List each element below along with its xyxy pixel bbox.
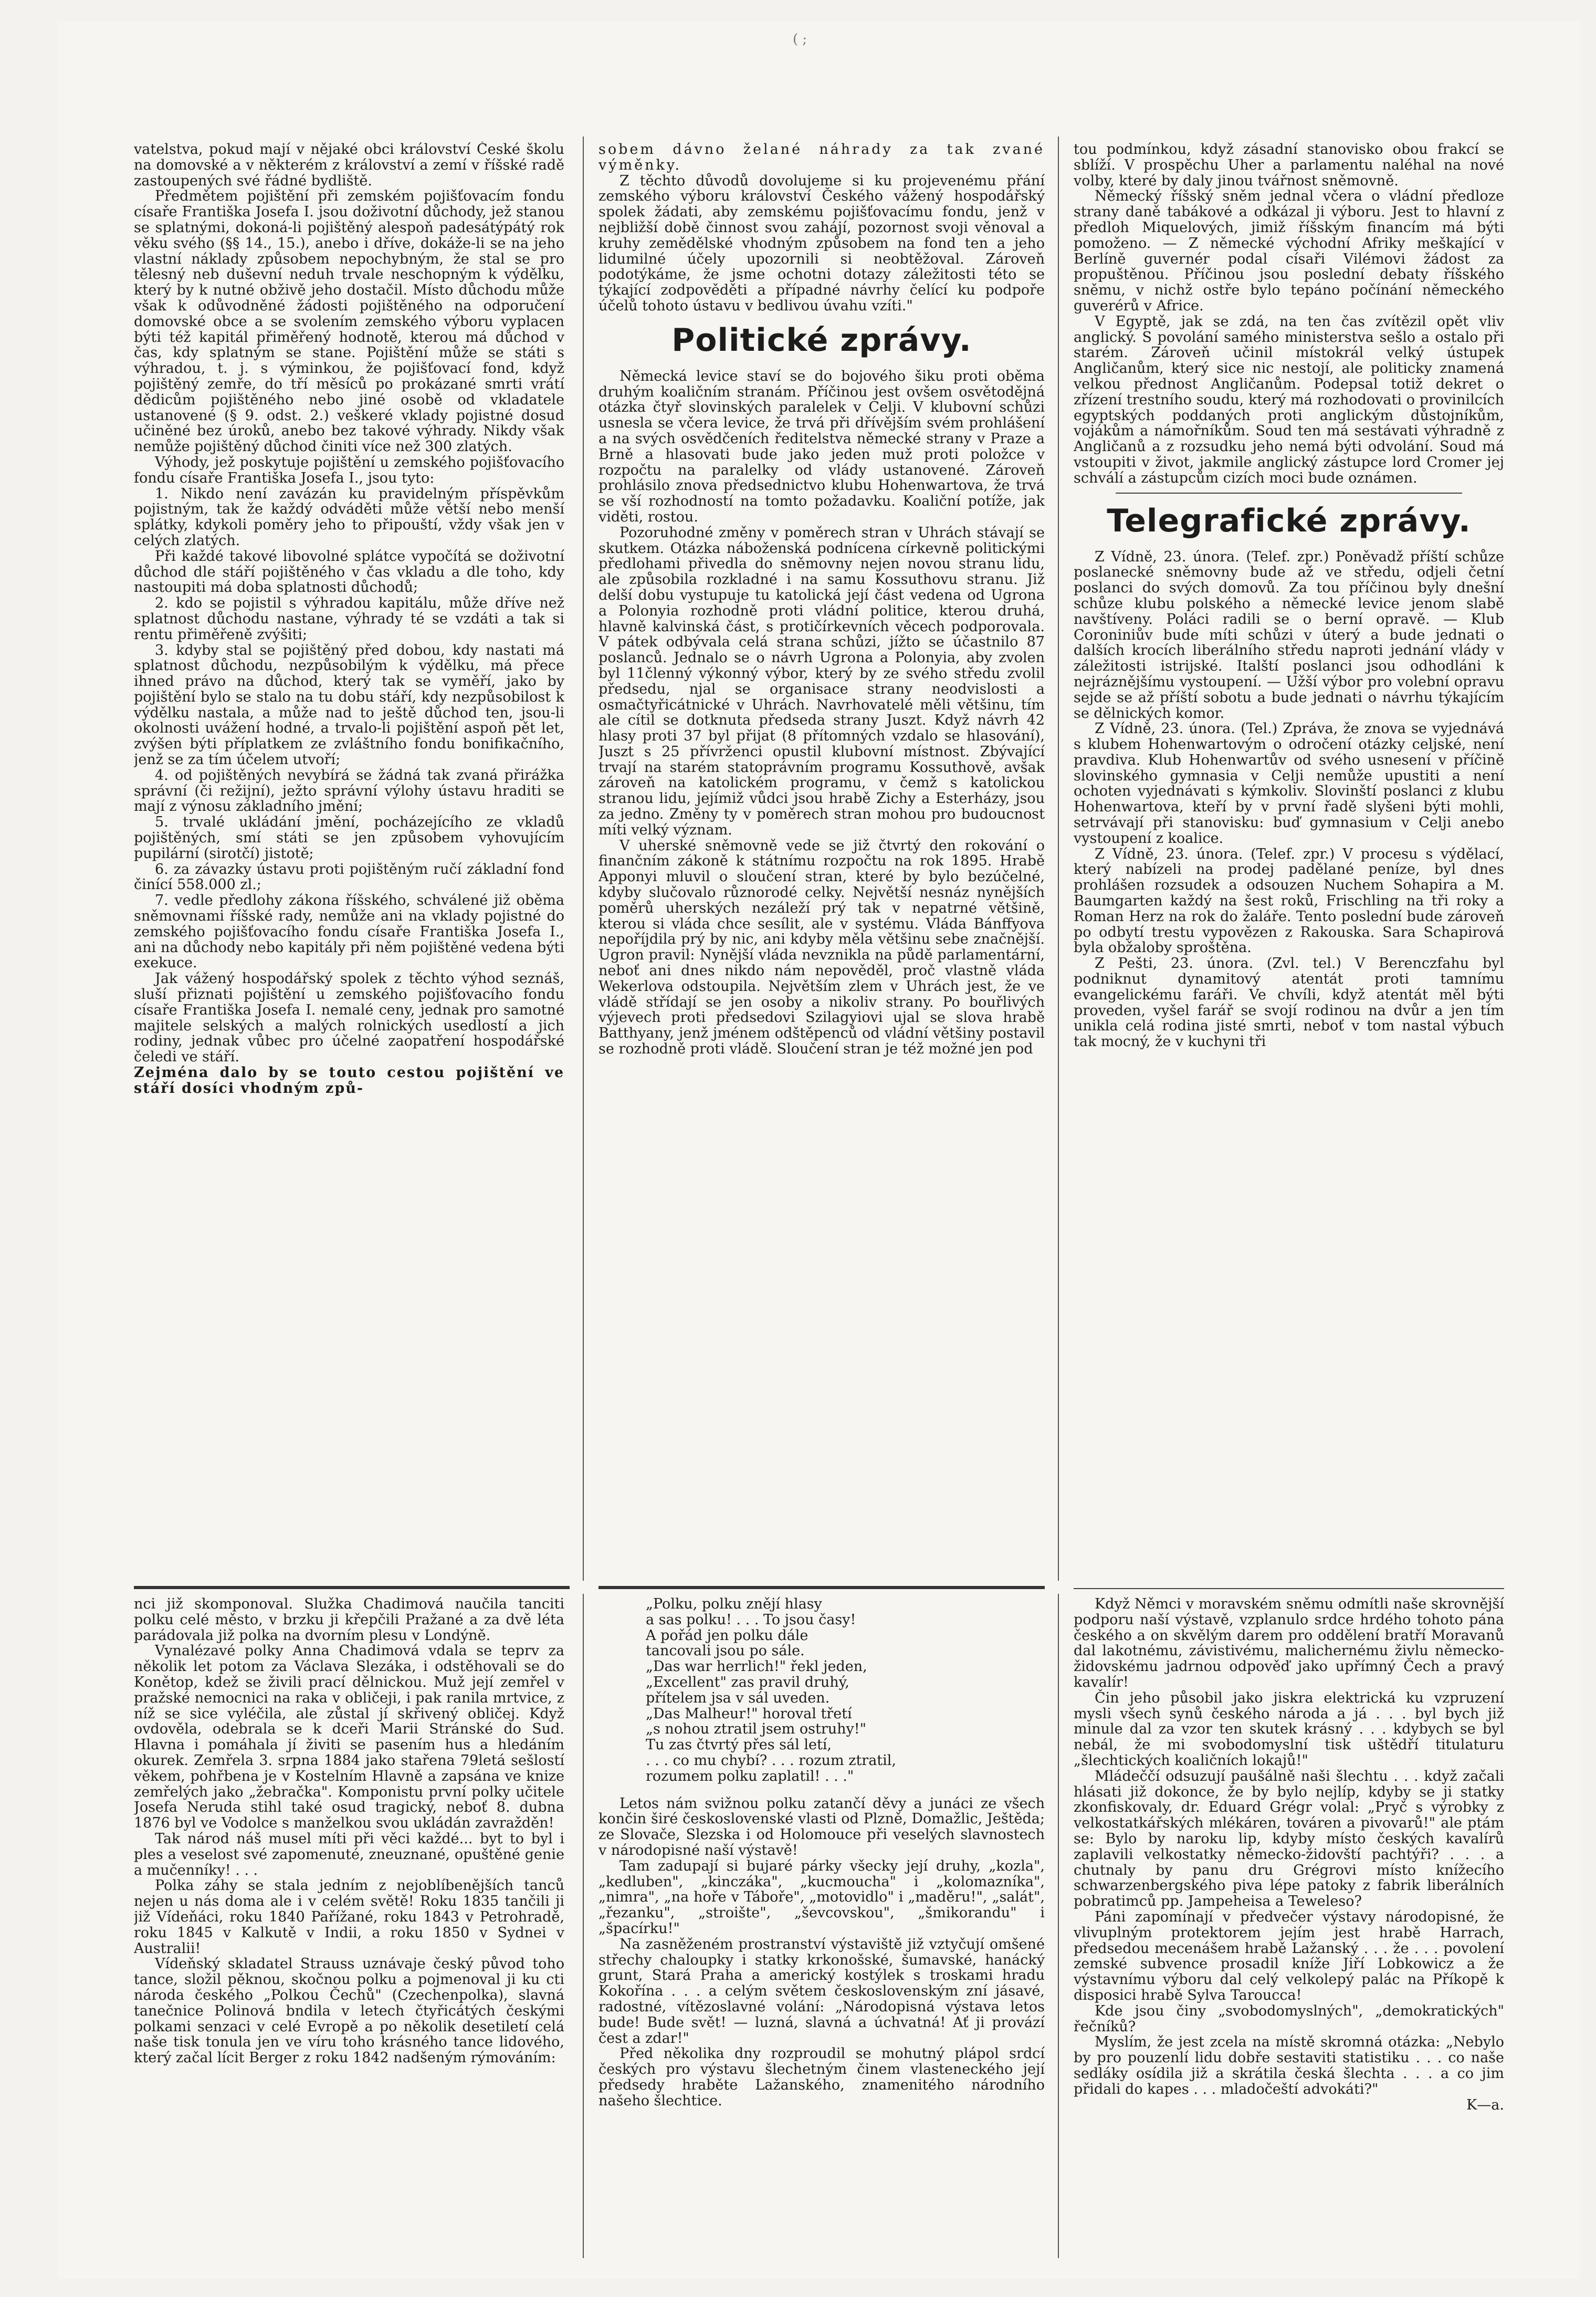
c2-p4: Pozoruhodné změny v poměrech stran v Uhrách stávají se skutkem. Otázka náboženská podnícena církevně politickými předlohami přivedla do sněmovny nejen novou stranu lidu, ale způsobila rozkladné i na samu Kossuthovu stranu. Již delší dobu vystupuje tu katolická její část vedena od Ugrona a Polonyia rozhodně proti vládní politice, kterou druhá, hlavně kalvinská část, s protičírkevních věcech podporovala. V pátek odbývala celá strana schůzi, jížto se účastnilo 87 poslanců. Jednalo se o návrh Ugrona a Polonyia, aby zvolen byl 11členný výkonný výbor, který by ze svého středu zvolil předsedu, njal se organisace strany neodvislosti a osmačtyřicátnické v Uhrách. Navrhovatelé měli většinu, tím ale cítil se dotknuta předseda strany Juszt. Když návrh 42 hlasy proti 37 byl přijat (8 přítomných vzdalo se hlasování), Juszt s 25 přívrženci opustil klubovní místnost. Zbývající trvají na starém statoprávním programu Kossuthově, avšak zároveň na katolickém programu, v čemž s katolickou stranou lidu, jejímiž vůdci jsou hrabě Zichy a Esterházy, jsou za jedno. Změny ty v poměrech stran mohou pro budoucnost míti velký význam. (598, 524, 1045, 838)
poem-line: tancovali jsou po sále. (646, 1643, 805, 1659)
lower-column-1 (134, 1596, 564, 2258)
l1-p5: Vídeňský skladatel Strauss uznávaje český původ toho tance, složil pěknou, skočnou polku a pojmenoval ji ku cti národa českého „Polkou Čechů" (Czechenpolka), slavná tanečnice Polinová bndila v letech čtyřicátých českými polkami senzaci v celé Evropě a po několik desetiletí celá naše tisk tonula jen ve víru toho krásného tance lidového, který začal lícit Berger z roku 1842 nadšeným rýmováním: (134, 1956, 564, 2066)
l2-p3: Na zasněženém prostranství výstaviště již vztyčují omšené střechy chaloupky i statky krkonošské, šumavské, hanácký grunt, Stará Praha a americký kostýlek s troskami hradu Kokořína . . . a celým světem československým zní jásavé, radostné, vítězoslavné volání: „Národopisná výstava letos bude! Bude svět! — luzná, slavná a úchvatná! Ať ji provází čest a zdar!" (598, 1936, 1045, 2047)
c1-p13: Zejména dalo by se touto cestou pojištění ve stáří dosíci vhodným způ- (134, 1064, 564, 1097)
poem-line: a sas polku! . . . To jsou časy! (646, 1611, 856, 1628)
c1-p10: 6. za závazky ústavu proti pojištěným ručí základní fond činící 558.000 zl.; (134, 861, 564, 893)
c3-p6: Z Vídně, 23. února. (Telef. zpr.) V procesu s výdělací, který nabízeli na prodej padělané peníze, byl dnes prohlášen rozsudek a odsouzen Nuchem Sohapira a M. Baumgarten každý na šest roků, Frischling na tři roky a Roman Herz na rok do žaláře. Tento poslední bude zároveň po odbytí trestu vypovězen z Rakouska. Sara Schapirová byla obžaloby sproštěna. (1074, 845, 1504, 956)
c1-p9: 5. trvalé ukládání jmění, pocházejícího ze vkladů pojištěných, smí státi se jen způsobem vyhovujícím pupilární (sirotčí) jistotě; (134, 814, 564, 862)
c2-p3: Německá levice staví se do bojového šiku proti oběma druhým koaličním stranám. Příčinou jest ovšem osvětodějná otázka čtyř slovinských paralelek v Celji. V klubovní schůzi usnesla se včera levice, že trvá při dřívějším svém prohlášení a na svých osvědčeních ředitelstva německé strany v Praze a Brně a hlasovati bude jako jeden muž proti položce v rozpočtu na paralelky od vlády ustanovené. Zároveň prohlásilo znova předsednictvo klubu Hohenwartova, že trvá se vší rozhodností na tomto požadavku. Koaliční potíže, jak viděti, rostou. (598, 368, 1045, 525)
l2-p4: Před několika dny rozproudil se mohutný plápol srdcí českých pro výstavu šlechetným činem vlasteneckého její předsedy hraběte Lažanského, znamenitého národního našeho šlechtice. (598, 2045, 1045, 2109)
c1-p6: 2. kdo se pojistil s výhradou kapitálu, může dříve než splatnost důchodu nastane, výhrady té se vzdáti a tak si rentu přiměřeně zvýšiti; (134, 595, 564, 643)
poem-line: „Excellent" zas pravil druhý, (646, 1674, 849, 1690)
poem-line: „Das Malheur!" horoval třetí (646, 1705, 852, 1722)
l3-p1: Když Němci v moravském sněmu odmítli naše skrovnější podporu naší výstavě, vzplanulo srdce hrdého tohoto pána českého a on skvělým darem pro oddělení bratří Moravanů dal lakotnému, závistivému, malichernému živlu německo-židovskému jadrnou odpověď jako upřímný Čech a pravý kavalír! (1074, 1596, 1504, 1690)
c3-p1: tou podmínkou, když zásadní stanovisko obou frakcí se sblíží. V prospěchu Uher a parlamentu naléhal na nové volby, které by daly jinou tvářnost sněmovně. (1074, 142, 1504, 189)
column-2 (598, 142, 1045, 1581)
poem-line: Tu zas čtvrtý přes sál letí, (646, 1737, 832, 1753)
poem-line: . . . co mu chybí? . . . rozum ztratil, (646, 1752, 897, 1769)
c1-p3: Výhody, jež poskytuje pojištění u zemského pojišťovacího fondu císaře Františka Josefa I., jsou tyto: (134, 454, 564, 486)
feuilleton-divider-mid (598, 1586, 1045, 1589)
c3-p4: Z Vídně, 23. února. (Telef. zpr.) Poněvadž příští schůze poslanecké sněmovny bude až ve středu, odjeli četní poslanci do svých domovů. Za tou příčinou byly dnešní schůze klubu polského a německé levice jenom slabě navštíveny. Poláci radili se o berní opravě. — Klub Coroniniův bude míti schůzi v úterý a bude jednati o dalších krocích liberálního středu naproti jednání vlády v záležitosti istrijské. Italští poslanci jsou odhodláni k nejráznějšímu vystoupení. — Užší výbor pro volební opravu sejde se až příští sobotu a bude jednati o návrhu týkajícím se dělnických komor. (1074, 548, 1504, 722)
poem-line: „Polku, polku znějí hlasy (646, 1596, 822, 1612)
lower-column-2 (598, 1596, 1045, 2258)
c2-p5: V uherské sněmovně vede se již čtvrtý den rokování o finančním zákoně k státnímu rozpočtu na rok 1895. Hrabě Apponyi mluvil o sloučení stran, které by bylo bezúčelné, kdyby slučovalo různorodé celky. Největší nesnáz nynějších poměrů uherských nezáleží prý tak v nepatrné většině, kterou si vláda chce sesílit, ale v systému. Vláda Bánffyova nepoříjdila prý by nic, ani kdyby měla většinu sebe značnější. Ugron pravil: Nynější vláda nevznikla na půdě parlamentární, neboť ani dnes nikdo nám nepověděl, proč vlastně vláda Wekerlova odstoupila. Největším zlem v Uhrách jest, že ve vládě střídají se jen osoby a nikoliv strany. Po bouřlivých výjevech proti předsedovi Szilagyiovi ujal se slova hrabě Batthyany, jenž jménem odštěpenců od vládní většiny postavil se rozhodně proti vládě. Sloučení stran je též možné jen pod (598, 837, 1045, 1058)
poem-line: přítelem jsa v sál uveden. (646, 1689, 830, 1706)
c2-p1: sobem dávno želané náhrady za tak zvané výměnky. (598, 142, 1045, 173)
newspaper-page (58, 21, 1580, 2279)
c1-p8: 4. od pojištěných nevybírá se žádná tak zvaná přirážka správní (či režijní), ježto správní výlohy ústavu hraditi se mají z výnosu základního jmění; (134, 767, 564, 815)
poem-line: A pořád jen polku dále (646, 1627, 808, 1644)
l3-p4: Páni zapomínají v předvečer výstavy národopisné, že vlivuplným protektorem jejím jest hrabě Harrach, předsedou mecenášem hrabě Lažanský . . . že . . . povolení zemské subvence prosadil kníže Jiří Lobkowicz a že výstavnímu výboru dal celý velkolepý palác na Příkopě k disposici hrabě Sylva Taroucca! (1074, 1908, 1504, 2003)
poem-line: „Das war herrlich!" řekl jeden, (646, 1658, 867, 1675)
l3-p2: Čin jeho působil jako jiskra elektrická ku vzpruzení mysli všech synů českého národa a já . . . byl bych již minule dal za vzor ten skutek krásný . . . kdybych se byl nebál, že mi svobodomyslní tisk uštědří titulaturu „šlechtických koaličních lokajů!" (1074, 1689, 1504, 1769)
c3-p7: Z Pešti, 23. února. (Zvl. tel.) V Berenczfahu byl podniknut dynamitový atentát proti tamnímu evangelickému faráři. Ve chvíli, když atentát měl býti proveden, vyšel farář se svojí rodinou na dvůr a jen tím unikla celá rodina jisté smrti, neboť v tom nastal výbuch tak mocný, že v kuchyni tři (1074, 955, 1504, 1050)
c1-p12: Jak vážený hospodářský spolek z těchto výhod seznáš, sluší přiznati pojištění u zemského pojišťovacího fondu císaře Františka Josefa I. nemalé ceny, jednak pro samotné majitele selských a malých rolnických usedlostí a jich rodiny, jednak vůbec pro účelné zaopatření hospodářské čeledi ve stáří. (134, 970, 564, 1066)
l1-p3: Tak národ náš musel míti při věci každé... byt to byl i ples a veselost své zapomenuté, zneuznané, opuštěné genie a mučenníky! . . . (134, 1830, 564, 1878)
l2-p1: Letos nám svižnou polku zatančí děvy a junáci ze všech končin širé československé vlasti od Plzně, Domažlic, Ještěda; ze Slovače, Slezska i od Holomouce při veselých slavnostech v národopisné naší výstavě! (598, 1795, 1045, 1859)
feuilleton-divider-right (1074, 1588, 1504, 1589)
column-divider-2 (1058, 137, 1059, 1581)
l1-p2: Vynalézavé polky Anna Chadimová vdala se teprv za několik let potom za Václava Slezáka, i odstěhovali se do Konětop, kdež se živili prací dělnickou. Muž její zemřel v pražské nemocnici na raka v obličeji, i pak ranila mrtvice, z níž se sice vyléčila, ale zůstal jí skřivený obličej. Když ovdověla, odebrala se k dceři Marii Stránské do Sud. Hlavna i pomáhala jí živiti se pasením hus a hledáním okurek. Zemřela 3. srpna 1884 jako stařena 79letá sešlostí věkem, pohřbena je v Kostelním Hlavně a zapsána ve knize zemřelých jako „žebračka". Komponistu první polky učitele Josefa Neruda stihl také osud tragický, neboť 8. dubna 1876 byl ve Vodolce s manželkou svou ukládán zavražděn! (134, 1643, 564, 1832)
top-marks: ( ; (793, 32, 807, 47)
signature: K—a. (1466, 2096, 1504, 2113)
c1-p7: 3. kdyby stal se pojištěný před dobou, kdy nastati má splatnost důchodu, nezpůsobilým k výdělku, má přece ihned právo na důchod, který tak se vyměří, jako by pojištění bylo se stalo na tu dobu stáří, kdy nezpůsobilost k výdělku nastala, a může nad to ještě důchod ten, jsou-li okolnosti uvážení hodné, a trvalo-li pojištění aspoň pět let, zvýšen býti příplatkem ze zvláštního fondu bonifikačního, jenž se za tím účelem utvoří; (134, 642, 564, 768)
heading-political-news: Politické zprávy. (671, 321, 972, 359)
poem-line: rozumem polku zaplatil! . . ." (646, 1768, 854, 1784)
l1-p4: Polka záhy se stala jedním z nejoblíbenějších tanců nejen u nás doma ale i v celém světě! Roku 1835 tančili ji již Vídeňáci, roku 1840 Pařížané, roku 1843 v Petrohradě, roku 1845 v Kalkutě v Indii, a roku 1850 v Sydnei v Australii! (134, 1877, 564, 1957)
c1-p4: 1. Nikdo není zavázán ku pravidelným příspěvkům pojistným, tak že každý odváděti může větší nebo menší splátky, kdykoli poměry jeho to připouští, vždy však jen v celých zlatých. (134, 485, 564, 549)
c1-p5: Při každé takové libovolné splátce vypočítá se doživotní důchod dle stáří pojištěného v čas vkladu a dle toho, kdy nastoupiti má doba splatnosti důchodů; (134, 548, 564, 596)
c1-p2: Předmětem pojištění při zemském pojišťovacím fondu císaře Františka Josefa I. jsou doživotní důchody, jež stanou se splatnými, dokoná-li pojištěný alespoň padesátýpátý rok věku svého (§§ 14., 15.), anebo i dříve, dokáže-li se na jeho vlastní náklady způsobem nepochybným, že stal se pro tělesný neb duševní neduh trvale neschopným k výdělku, který by k nutné obživě jeho dostačil. Místo důchodu může však k odůvodněné žádosti pojištěného na odporučení domovské obce a se svolením zemského výboru vyplacen býti též kapitál přiměřený hodnotě, kterou má důchod v čas, kdy splatným se stane. Pojištění může se státi s výhradou, t. j. s výminkou, že pojišťovací fond, když pojištěný zemře, do tří měsíců po prokázané smrti vrátí dědicům pojištěného nebo jiné osobě od vkladatele ustanovené (§ 9. odst. 2.) veškeré vklady pojistné dosud učiněné bez úroků, anebo bez takové výhrady. Nikdy však nemůže pojištěný důchod činiti více než 300 zlatých. (134, 188, 564, 455)
polka-poem (598, 1596, 1045, 1784)
l3-p3: Mládeččí odsuzují paušálně naši šlechtu . . . když začali hlásati již dokonce, že by bylo nejlíp, kdyby se ji statky zkonfiskovaly, dr. Eduard Grégr volal: „Pryč s výrobky z velkostatkářských mlékáren, továren a pivovarů!" ale ptám se: Bylo by naroku lip, kdyby místo českých kavalírů zaplavili velkostatky německo-židovští pachtýři? . . . a chutnaly by panu dru Grégrovi místo knížecího schwarzenbergského piva lépe patoky z fabrik liberálních pobratimců pp. Jampeheisa a Teweleso? (1074, 1768, 1504, 1910)
l3-p5: Kde jsou činy „svobodomyslných", „demokratických" řečníků? (1074, 2002, 1504, 2035)
c3-p3: V Egyptě, jak se zdá, na ten čas zvítězil opět vliv anglický. S povolání samého ministerstva sešlo a ostalo při starém. Zároveň učinil místokrál velký ústupek Angličanům, který sice nic nestojí, ale politicky znamená velkou přednost Angličanům. Podepsal totiž dekret o zřízení trestního soudu, který má rozhodovati o provinilcích egyptských poddaných proti anglickým důstojníkům, vojákům a námořníkům. Soud ten má sestávati výhradně z Angličanů a z rozsudku jeho nemá býti odvolání. Soud má vstoupiti v život, jakmile anglický zástupce lord Cromer jej schválí a zástupcům cizích moci bude oznámen. (1074, 313, 1504, 486)
lower-column-3 (1074, 1596, 1504, 2258)
c3-p2: Německý říšský sněm jednal včera o vládní předloze strany daně tabákové a odkázal ji výboru. Jest to hlavní z předloh Miquelových, jimiž říšským financím má býti pomoženo. — Z německé východní Afriky meškající v Berlíně guvernér podal císaři Vilémovi žádost za propuštěnou. Příčinou jsou poslední debaty říšského sněmu, v nichž ostře bylo tepáno počínání německého guverérů v Africe. (1074, 188, 1504, 314)
l1-p1: nci již skomponoval. Služka Chadimová naučila tanciti polku celé město, v brzku ji křepčili Pražané a za dvě léta parádovala již polka na dvorním plesu v Londýně. (134, 1596, 564, 1644)
column-1 (134, 142, 564, 1581)
feuilleton-divider-left (134, 1586, 570, 1589)
l2-p2: Tam zadupají si bujaré párky všecky její druhy, „kozla", „kedluben", „kinczáka", „kucmoucha" i „kolomazníka", „nimra", „na hoře v Táboře", „motovidlo" i „maděru!", „salát", „řezanku", „stroište", „ševcovskou", „šmikorandu" i „špacírku!" (598, 1857, 1045, 1937)
c2-p2: Z těchto důvodů dovolujeme si ku projevenému přání zemského výboru království Českého vážený hospodářský spolek žádati, aby zemskému pojišťovacímu fondu, jenž v nejbližší době činnost svou zahájí, pozornost svoji věnoval a kruhy zemědělské vhodným způsobem na fond ten a jeho lidumilné účely upozornili si neobtěžoval. Zároveň podotýkáme, že jsme ochotni dotazy záležitosti této se týkající zodpověděti a případné návrhy čelící ku podpoře účelů tohoto ústavu v bedlivou úvahu vzíti." (598, 172, 1045, 314)
column-divider-1 (583, 137, 584, 1581)
lower-divider-2 (1058, 1594, 1059, 2258)
heading-telegraphic-news: Telegrafické zprávy. (1107, 502, 1471, 539)
column-3 (1074, 142, 1504, 1581)
c1-p11: 7. vedle předlohy zákona říšského, schválené již oběma sněmovnami říšské rady, nemůže ani na vklady pojistné do zemského pojišťovacího fondu císaře Františka Josefa I., ani na důchody nebo kapitály při něm pojištěné vedena býti exekuce. (134, 892, 564, 972)
c1-p1: vatelstva, pokud mají v nějaké obci království České školu na domovské a v některém z království a zemí v říšské radě zastoupených své řádné bydliště. (134, 142, 564, 189)
lower-divider-1 (583, 1594, 584, 2258)
l3-p6: Myslím, že jest zcela na místě skromná otázka: „Nebylo by pro pouzenlí lidu dobře sestaviti statistiku . . . co naše sedláky osídila již a skrátila česká šlechta . . . a co jim přidali do kapes . . . mladočeští advokáti?" (1074, 2034, 1504, 2097)
c3-p5: Z Vídně, 23. února. (Tel.) Zpráva, že znova se vyjednává s klubem Hohenwartovým o odročení otázky celjské, není pravdiva. Klub Hohenwartův od svého usnesení v příčině slovinského gymnasia v Celji nemůže upustiti a není ochoten vyjednávati s kýmkoliv. Slovinští poslanci z klubu Hohenwartova, kteří by v první řadě slyšeni býti mohli, setrvávají při stanovisku: buď gymnasium v Celji anebo vystoupení z koalice. (1074, 721, 1504, 847)
section-rule (1116, 493, 1462, 494)
poem-line: „s nohou ztratil jsem ostruhy!" (646, 1721, 867, 1738)
